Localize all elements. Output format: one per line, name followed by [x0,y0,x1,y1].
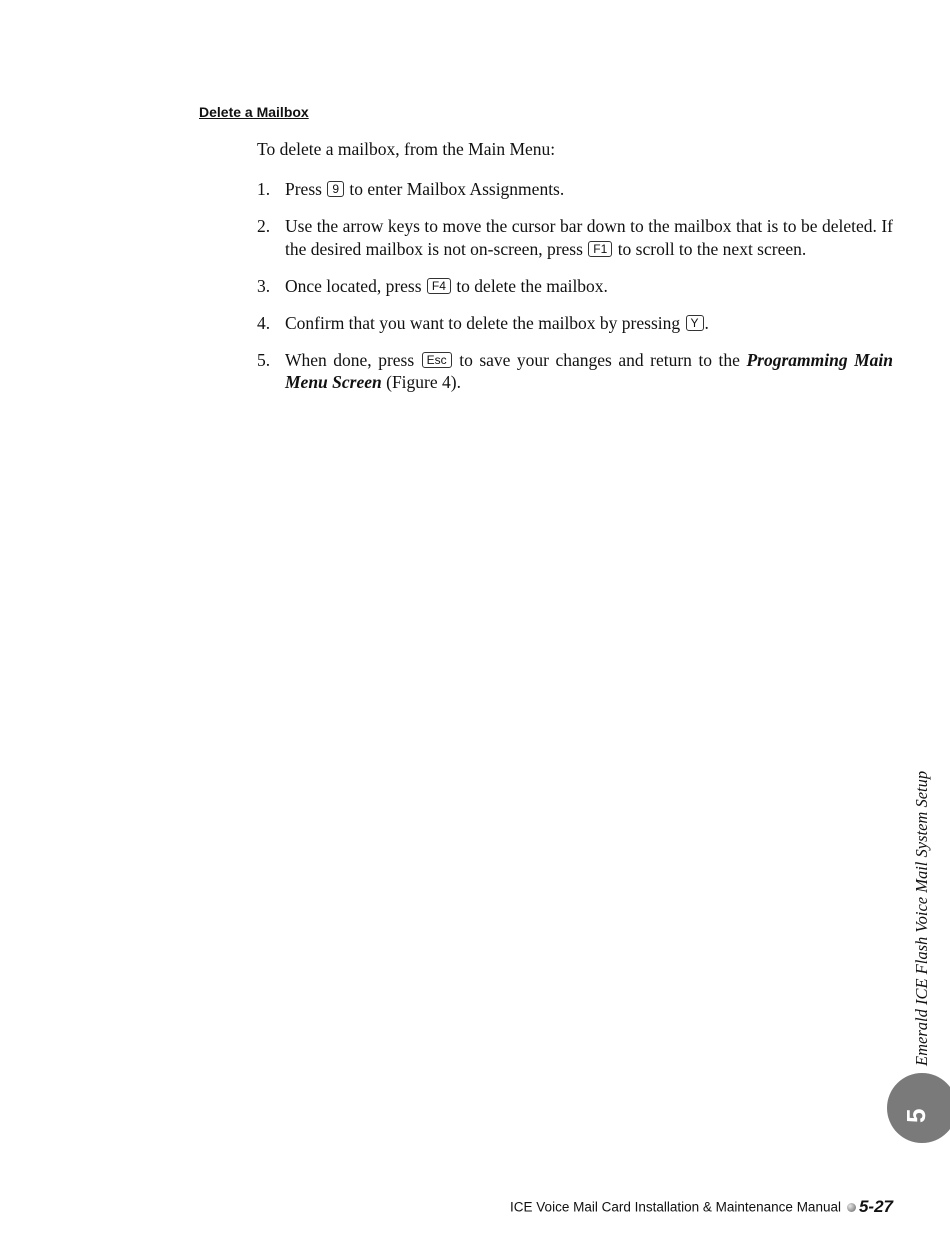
step-1 [257,178,893,201]
step-text-after: to enter Mailbox Assignments. [349,179,565,199]
steps-list [257,178,893,408]
step-5 [257,349,893,394]
step-4 [257,312,893,335]
step-number: 5. [257,349,271,370]
bullet-icon [847,1203,856,1212]
key-9-icon: 9 [327,181,344,197]
step-number: 3. [257,275,271,296]
chapter-side-title: Emerald ICE Flash Voice Mail System Setup [912,770,931,1066]
page-number: 5-27 [858,1197,893,1216]
key-f1-icon: F1 [588,241,612,257]
chapter-number: 5 [901,1108,931,1123]
figure-reference: (Figure 4). [386,372,461,392]
step-text-after: to save your changes and return to the [459,349,740,370]
step-text-after: . [704,312,709,333]
step-text-before: Confirm that you want to delete the mailbox by pressing [285,312,681,333]
key-y-icon: Y [686,315,704,331]
page-footer [510,1197,893,1217]
step-text-after: to delete the mailbox. [456,275,608,296]
step-text-before: Once located, press [285,275,422,296]
step-2 [257,215,893,260]
intro-text: To delete a mailbox, from the Main Menu: [257,139,556,159]
step-text-before: When done, press [285,349,415,370]
step-number: 2. [257,216,271,236]
section-heading: Delete a Mailbox [199,104,309,120]
step-text-before: Press [285,179,322,199]
manual-title: ICE Voice Mail Card Installation & Maintenance Manual [510,1199,841,1215]
key-f4-icon: F4 [427,278,451,294]
step-number: 1. [257,179,271,199]
screen-name-emphasis: Programming Main Menu Screen [285,349,893,392]
key-esc-icon: Esc [422,352,452,368]
step-text-before: Use the arrow keys to move the cursor bar down to the mailbox that is to be deleted. If the desired mailbox is not on-screen, press [285,216,893,259]
step-3 [257,275,893,298]
step-number: 4. [257,312,271,333]
step-text-after: to scroll to the next screen. [617,238,807,259]
